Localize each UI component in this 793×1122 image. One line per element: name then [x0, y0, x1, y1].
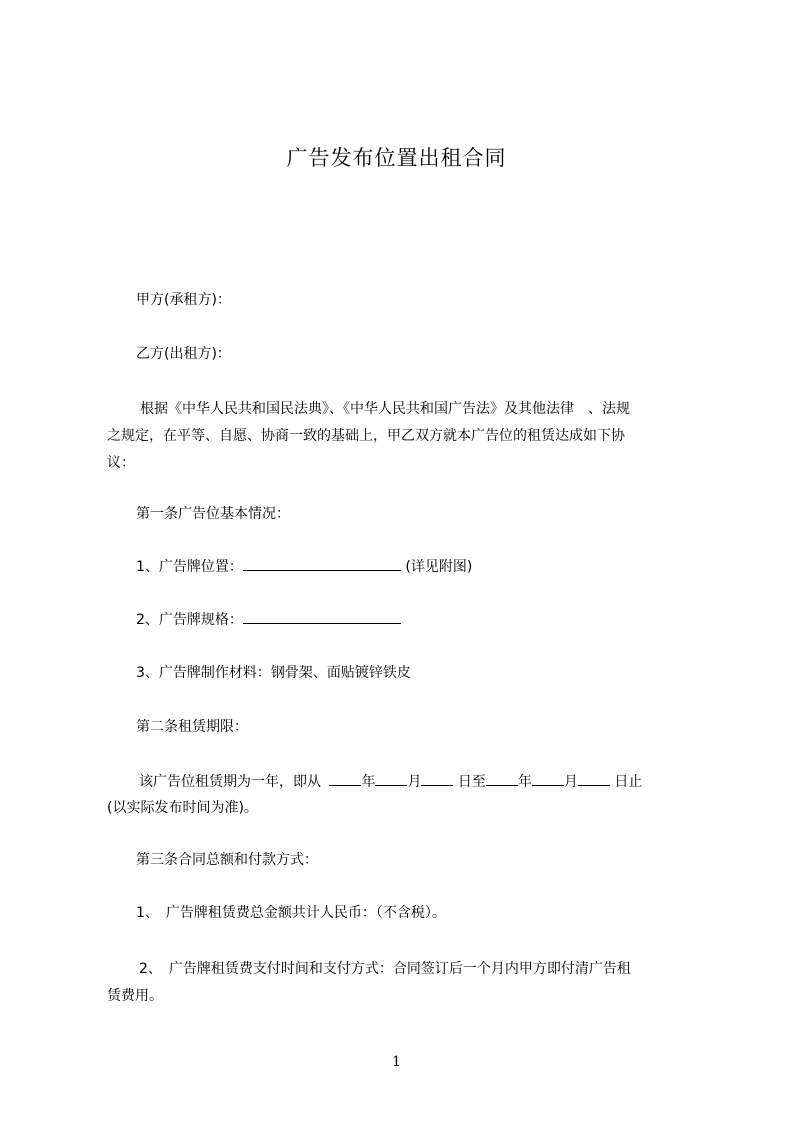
term-line-2: (以实际发布时间为准)。 [107, 800, 258, 816]
intro-line-3: 议： [107, 455, 135, 471]
article-3-title: 第三条合同总额和付款方式： [136, 852, 318, 868]
size-blank [243, 607, 401, 624]
term-text-7: 日止 [614, 774, 643, 790]
term-text-1: 该广告位租赁期为一年，即从 [139, 774, 321, 790]
item-1-suffix: (详见附图) [405, 559, 473, 575]
payment-item-1: 1、 广告牌租赁费总金额共计人民币：（不含税）。 [136, 905, 446, 921]
intro-line-2: 之规定，在平等、自愿、协商一致的基础上，甲乙双方就本广告位的租赁达成如下协 [107, 428, 625, 444]
end-day-blank [578, 769, 610, 786]
document-title: 广告发布位置出租合同 [286, 146, 507, 170]
term-text-5: 年 [517, 774, 532, 790]
item-1-line [136, 553, 736, 581]
page-number: 1 [392, 1054, 401, 1070]
party-a-line: 甲方(承租方)： [136, 292, 231, 308]
party-b-line: 乙方(出租方)： [136, 346, 231, 362]
term-line-1 [139, 768, 739, 796]
item-1-label: 1、广告牌位置： [136, 559, 243, 575]
location-blank [243, 554, 401, 571]
start-month-blank [375, 769, 407, 786]
term-text-4: 日至 [457, 774, 486, 790]
term-text-3: 月 [407, 774, 422, 790]
item-3-line: 3、广告牌制作材料：钢骨架、面贴镀锌铁皮 [136, 665, 411, 681]
item-2-line [136, 606, 736, 634]
term-text-2: 年 [361, 774, 376, 790]
end-year-blank [486, 769, 518, 786]
article-2-title: 第二条租赁期限： [136, 719, 248, 735]
payment-item-2-line-2: 赁费用。 [107, 988, 163, 1004]
item-2-label: 2、广告牌规格： [136, 612, 243, 628]
end-month-blank [532, 769, 564, 786]
payment-item-2-line-1: 2、 广告牌租赁费支付时间和支付方式：合同签订后一个月内甲方即付清广告租 [139, 961, 631, 977]
intro-line-1: 根据《中华人民共和国民法典》、《中华人民共和国广告法》及其他法律 、法规 [140, 401, 630, 417]
term-text-6: 月 [563, 774, 578, 790]
start-year-blank [329, 769, 361, 786]
article-1-title: 第一条广告位基本情况： [136, 506, 290, 522]
start-day-blank [421, 769, 453, 786]
